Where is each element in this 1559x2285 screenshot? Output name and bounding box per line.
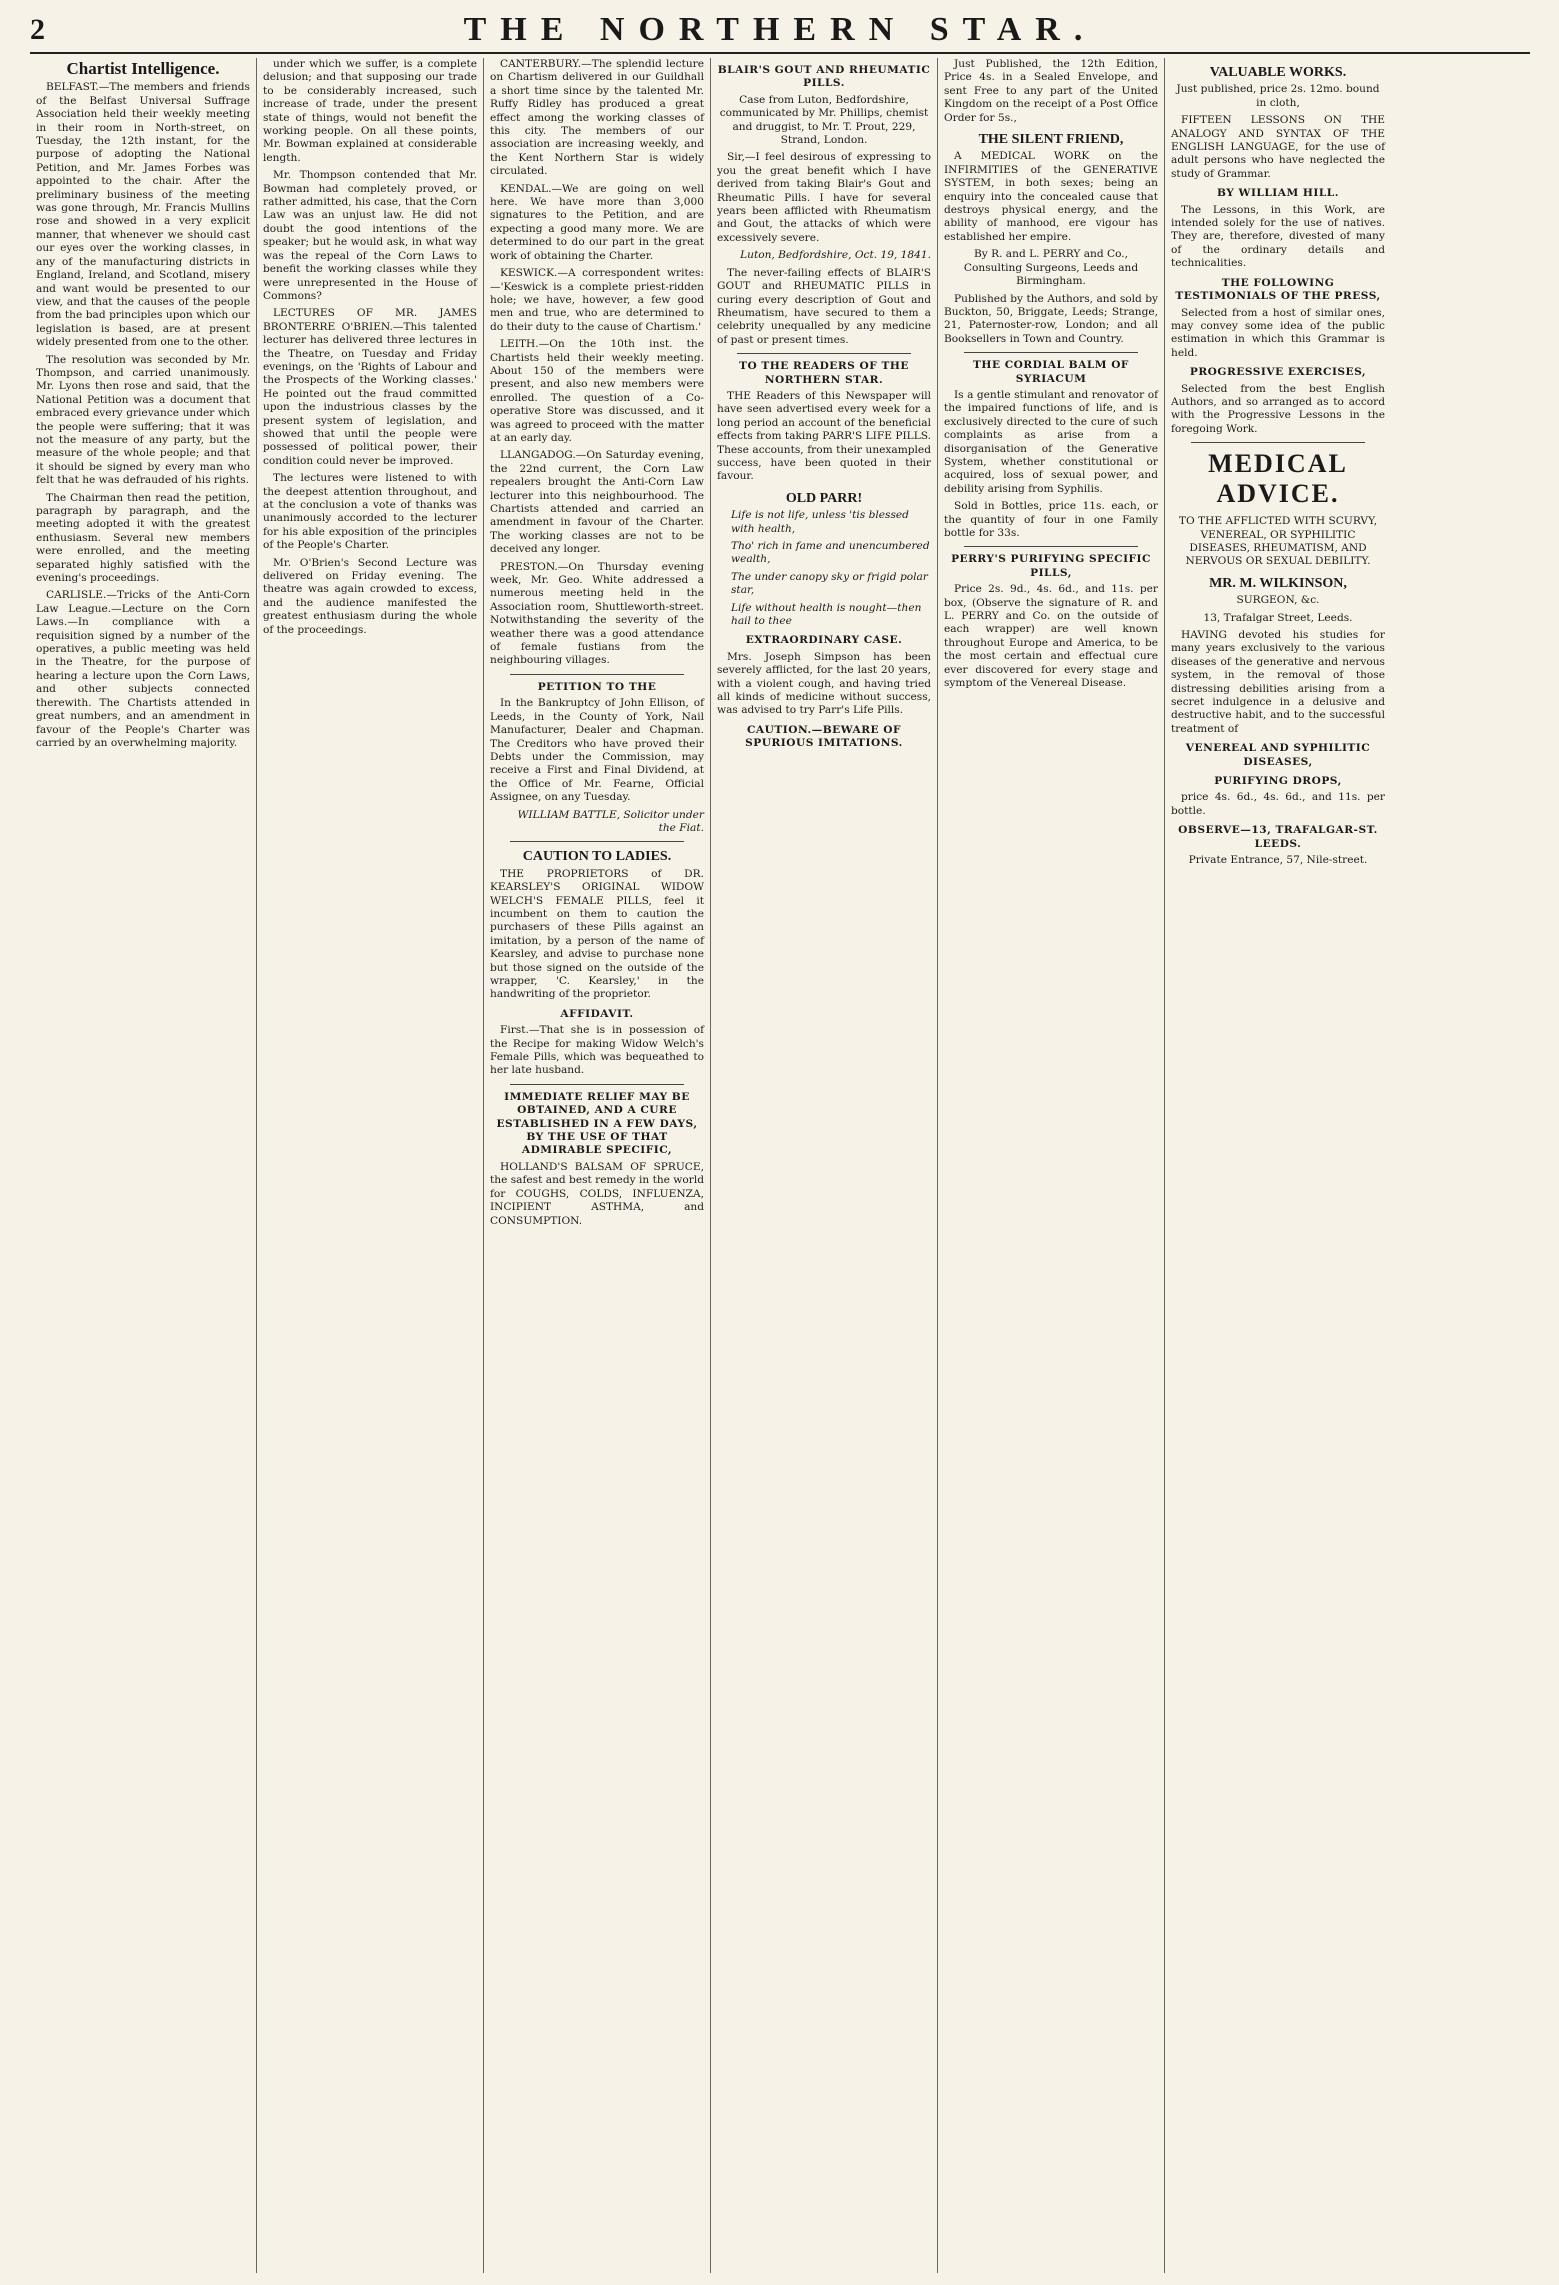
ad-heading: MEDICAL ADVICE. bbox=[1208, 449, 1348, 509]
ad-text: The Lessons, in this Work, are intended solely for the use of natives. They are, therefore, divested of many of the ordinary details and technicalities. bbox=[1171, 203, 1385, 270]
ad-address: 13, Trafalgar Street, Leeds. bbox=[1203, 611, 1353, 624]
article-paragraph: CANTERBURY.—The splendid lecture on Chartism delivered in our Guildhall a short time since by the talented Mr. Ruffy Ridley has produced a great effect among the working classes of this city. The members of our association are increasing weekly, and the Kent Northern Star is widely circulated. bbox=[490, 58, 704, 178]
article-paragraph: under which we suffer, is a complete delusion; and that supposing our trade to be considerably increased, such increase of trade, under the present state of things, would not benefit the working people. On all these points, Mr. Bowman explained at considerable length. bbox=[263, 58, 477, 164]
divider bbox=[964, 546, 1138, 547]
article-paragraph: The Chairman then read the petition, paragraph by paragraph, and the meeting adopted it with the greatest enthusiasm. Several new members were enrolled, and the meeting separated highly satisfied with the evening's proceedings. bbox=[36, 491, 250, 585]
ad-text: HAVING devoted his studies for many years exclusively to the various diseases of the generative and nervous system, in the removal of those distressing debilities arising from a secret indulgence in a delusive and destructive habit, and to the successful treatment of bbox=[1171, 629, 1385, 735]
ad-heading: THE CORDIAL BALM OF SYRIACUM bbox=[973, 359, 1129, 385]
column-2 bbox=[257, 58, 484, 2273]
notice-signature: WILLIAM BATTLE, Solicitor under the Fiat. bbox=[517, 808, 704, 834]
ad-signature: By R. and L. PERRY and Co., Consulting Surgeons, Leeds and Birmingham. bbox=[963, 248, 1139, 288]
ad-name: MR. M. WILKINSON, bbox=[1209, 575, 1347, 591]
poem-line: Tho' rich in fame and unencumbered wealth, bbox=[731, 540, 930, 566]
ad-text: A MEDICAL WORK on the INFIRMITIES of the GENERATIVE SYSTEM, in both sexes; being an enquiry into the concealed cause that destroys physical energy, and the ability of manhood, ere vigour has established her empire. bbox=[944, 150, 1158, 243]
ad-heading: TO THE READERS OF THE NORTHERN STAR. bbox=[739, 360, 909, 386]
ad-footer: OBSERVE—13, TRAFALGAR-ST. LEEDS. bbox=[1178, 824, 1378, 850]
ad-text: Sold in Bottles, price 11s. each, or the quantity of four in one Family bottle for 33s. bbox=[944, 500, 1158, 539]
article-paragraph: Mr. O'Brien's Second Lecture was delivered on Friday evening. The theatre was again crowded to excess, and the audience manifested the greatest enthusiasm during the whole of the proceedings. bbox=[263, 556, 477, 636]
ad-text: First.—That she is in possession of the Recipe for making Widow Welch's Female Pills, which was bequeathed to her late husband. bbox=[490, 1024, 704, 1077]
ad-subheading: OLD PARR! bbox=[785, 490, 863, 506]
ad-byline: BY WILLIAM HILL. bbox=[1217, 187, 1339, 200]
poem-line: The under canopy sky or frigid polar star, bbox=[731, 570, 928, 597]
ad-subheading: PURIFYING DROPS, bbox=[1214, 775, 1342, 788]
article-paragraph: LLANGADOG.—On Saturday evening, the 22nd current, the Corn Law repealers brought the Anti-Corn Law lecturer into this neighbourhood. The Chartists attended and carried an amendment in favour of the Charter. The working classes are not to be deceived any longer. bbox=[490, 449, 704, 556]
ad-subheading: Case from Luton, Bedfordshire, communicated by Mr. Phillips, chemist and druggist, to Mr. T. Prout, 229, Strand, London. bbox=[719, 93, 929, 147]
columns bbox=[30, 58, 1530, 2273]
section-heading: Chartist Intelligence. bbox=[66, 59, 220, 78]
ad-text: Is a gentle stimulant and renovator of the impaired functions of life, and is exclusively directed to the cure of such complaints as arise from a disorganisation of the Generative System, whether constitutional or acquired, loss of sexual power, and debility arising from Syphilis. bbox=[944, 388, 1158, 495]
ad-subheading: EXTRAORDINARY CASE. bbox=[745, 634, 903, 647]
ad-text: price 4s. 6d., 4s. 6d., and 11s. per bottle. bbox=[1171, 791, 1385, 817]
column-3 bbox=[484, 58, 711, 2273]
divider bbox=[510, 674, 684, 675]
article-paragraph: PRESTON.—On Thursday evening week, Mr. Geo. White addressed a numerous meeting held in the Association room, Shuttleworth-street. Notwithstanding the severity of the weather there was a good attendance of female fustians from the neighbouring villages. bbox=[490, 560, 704, 667]
article-paragraph: KENDAL.—We are going on well here. We have more than 3,000 signatures to the Petition, and are expecting a good many more. We are determined to do our part in the great work of obtaining the Charter. bbox=[490, 182, 704, 262]
divider bbox=[510, 1084, 684, 1085]
article-paragraph: CARLISLE.—Tricks of the Anti-Corn Law League.—Lecture on the Corn Laws.—In compliance with a requisition signed by a number of the operatives, a public meeting was held in the Theatre, for the purpose of hearing a lecture upon the Corn Laws, and other subjects connected therewith. The Chartists attended in great numbers, and an amendment in favour of the People's Charter was carried by an overwhelming majority. bbox=[36, 589, 250, 749]
ad-heading: PERRY'S PURIFYING SPECIFIC PILLS, bbox=[951, 553, 1151, 579]
ad-text: Just published, price 2s. 12mo. bound in cloth, bbox=[1176, 83, 1380, 109]
ad-heading: THE SILENT FRIEND, bbox=[978, 132, 1124, 148]
ad-heading: VALUABLE WORKS. bbox=[1209, 65, 1347, 80]
notice-heading: PETITION TO THE bbox=[537, 680, 657, 693]
column-6 bbox=[1165, 58, 1391, 2273]
ad-subheading: PROGRESSIVE EXERCISES, bbox=[1189, 366, 1367, 379]
ad-heading: CAUTION TO LADIES. bbox=[522, 849, 672, 865]
ad-text: The never-failing effects of BLAIR'S GOUT and RHEUMATIC PILLS in curing every description of Gout and Rheumatism, have secured to them a celebrity unequalled by any medicine of past or present times. bbox=[717, 266, 931, 346]
ad-text: FIFTEEN LESSONS ON THE ANALOGY AND SYNTAX OF THE ENGLISH LANGUAGE, for the use of adult persons who have neglected the study of Grammar. bbox=[1171, 114, 1385, 180]
article-paragraph: The lectures were listened to with the deepest attention throughout, and at the conclusion a vote of thanks was unanimously accorded to the lecturer for his able exposition of the principles of the People's Charter. bbox=[263, 472, 477, 552]
ad-text: Published by the Authors, and sold by Buckton, 50, Briggate, Leeds; Strange, 21, Paternoster-row, London; and all Booksellers in Town and Country. bbox=[944, 292, 1158, 345]
ad-text: Mrs. Joseph Simpson has been severely afflicted, for the last 20 years, with a violent cough, and having tried all kinds of medicine without success, was advised to try Parr's Life Pills. bbox=[717, 650, 931, 717]
ad-heading: BLAIR'S GOUT AND RHEUMATIC PILLS. bbox=[717, 64, 931, 90]
ad-subheading: CAUTION.—BEWARE OF SPURIOUS IMITATIONS. bbox=[745, 723, 903, 750]
ad-heading: IMMEDIATE RELIEF MAY BE OBTAINED, AND A CURE ESTABLISHED IN A FEW DAYS, BY THE USE OF THAT ADMIRABLE SPECIFIC, bbox=[496, 1090, 698, 1157]
ad-text: Just Published, the 12th Edition, Price 4s. in a Sealed Envelope, and sent Free to any part of the United Kingdom on the receipt of a Post Office Order for 5s., bbox=[944, 58, 1158, 124]
column-5 bbox=[938, 58, 1165, 2273]
ad-title: SURGEON, &c. bbox=[1236, 594, 1320, 607]
ad-text: HOLLAND'S BALSAM OF SPRUCE, the safest and best remedy in the world for COUGHS, COLDS, INFLUENZA, INCIPIENT ASTHMA, and CONSUMPTION. bbox=[490, 1160, 704, 1227]
divider bbox=[510, 841, 684, 842]
ad-subheading: THE FOLLOWING TESTIMONIALS OF THE PRESS, bbox=[1175, 276, 1381, 303]
page-number: 2 bbox=[30, 13, 45, 46]
ad-footer-sub: Private Entrance, 57, Nile-street. bbox=[1188, 854, 1368, 867]
ad-text: Selected from the best English Authors, and so arranged as to accord with the Progressive Lessons in the foregoing Work. bbox=[1171, 382, 1385, 435]
ad-subheading: AFFIDAVIT. bbox=[560, 1007, 634, 1020]
article-paragraph: LEITH.—On the 10th inst. the Chartists held their weekly meeting. About 150 of the members were present, and also new members were enrolled. The question of a Co-operative Store was discussed, and it was agreed to proceed with the matter at an early day. bbox=[490, 338, 704, 444]
divider bbox=[964, 352, 1138, 353]
poem bbox=[717, 509, 931, 628]
divider bbox=[1191, 442, 1365, 443]
article-paragraph: The resolution was seconded by Mr. Thompson, and carried unanimously. Mr. Lyons then rose and said, that the National Petition was a document that embraced every grievance under which the people were suffering; that it was not the measure of any party, but the measure of the whole people; and that it should be signed by every man who felt that he was defrauded of his rights. bbox=[36, 353, 250, 487]
ad-text: Price 2s. 9d., 4s. 6d., and 11s. per box, (Observe the signature of R. and L. PERRY and Co. on the outside of each wrapper) are well known throughout Europe and America, to be the most certain and effectual cure ever discovered for every stage and symptom of the Venereal Disease. bbox=[944, 583, 1158, 690]
ad-signature: Luton, Bedfordshire, Oct. 19, 1841. bbox=[740, 249, 931, 262]
ad-text: Sir,—I feel desirous of expressing to you the great benefit which I have derived from taking Blair's Gout and Rheumatic Pills. I have for several years been afflicted with Rheumatism and Gout, the attacks of which were excessively severe. bbox=[717, 151, 931, 244]
ad-text: THE Readers of this Newspaper will have seen advertised every week for a long period an account of the beneficial effects from taking PARR'S LIFE PILLS. These accounts, from their unexampled success, have been quoted in their favour. bbox=[717, 389, 931, 483]
masthead bbox=[30, 8, 1530, 54]
poem-line: Life without health is nought—then hail to thee bbox=[731, 601, 922, 628]
column-1 bbox=[30, 58, 257, 2273]
article-paragraph: Mr. Thompson contended that Mr. Bowman had completely proved, or rather admitted, his case, that the Corn Law was an unjust law. He did not doubt the good intentions of the speaker; but he would ask, in what way was the repeal of the Corn Laws to benefit the working classes while they were unrepresented in the House of Commons? bbox=[263, 169, 477, 302]
article-paragraph: LECTURES OF MR. JAMES BRONTERRE O'BRIEN.—This talented lecturer has delivered three lectures in the Theatre, on Tuesday and Friday evenings, on the 'Rights of Labour and the Prospects of the Working classes.' He pointed out the fraud committed upon the industrious classes by the present system of legislation, and showed that until the people were possessed of political power, their condition could never be improved. bbox=[263, 307, 477, 467]
article-paragraph: BELFAST.—The members and friends of the Belfast Universal Suffrage Association held their weekly meeting in their room in North-street, on Tuesday, the 12th instant, for the purpose of adopting the National Petition, and Mr. James Forbes was appointed to the chair. After the preliminary business of the meeting was gone through, Mr. Francis Mullins rose and showed in a very explicit manner, that whenever we should cast our eyes over the working classes, in any of the manufacturing districts in England, Ireland, and Scotland, misery and want would be presented to our view, and that the causes of the people from the bad principles upon which our legislation is based, are at present widely presented from one to the other. bbox=[36, 81, 250, 349]
ad-text: THE PROPRIETORS of DR. KEARSLEY'S ORIGINAL WIDOW WELCH'S FEMALE PILLS, feel it incumbent on them to caution the purchasers of these Pills against an imitation, by a person of the name of Kearsley, and advise to purchase none but those signed on the outside of the wrapper, 'C. Kearsley,' in the handwriting of the proprietor. bbox=[490, 867, 704, 1001]
ad-subheading: VENEREAL AND SYPHILITIC DISEASES, bbox=[1185, 742, 1371, 768]
newspaper-title: THE NORTHERN STAR. bbox=[463, 11, 1097, 48]
ad-subheading: TO THE AFFLICTED WITH SCURVY, VENEREAL, OR SYPHILITIC DISEASES, RHEUMATISM, AND NERVOUS OR SEXUAL DEBILITY. bbox=[1178, 515, 1378, 568]
column-4 bbox=[711, 58, 938, 2273]
ad-text: Selected from a host of similar ones, may convey some idea of the public estimation in which this Grammar is held. bbox=[1171, 306, 1385, 359]
poem-line: Life is not life, unless 'tis blessed with health, bbox=[731, 509, 909, 535]
notice-text: In the Bankruptcy of John Ellison, of Leeds, in the County of York, Nail Manufacturer, Dealer and Chapman. The Creditors who have proved their Debts under the Commission, may receive a First and Final Dividend, at the Office of Mr. Fearne, Official Assignee, on any Tuesday. bbox=[490, 697, 704, 804]
divider bbox=[737, 353, 911, 354]
article-paragraph: KESWICK.—A correspondent writes:—'Keswick is a complete priest-ridden hole; we have, however, a few good men and true, who are determined to do their duty to the cause of Chartism.' bbox=[490, 267, 704, 333]
